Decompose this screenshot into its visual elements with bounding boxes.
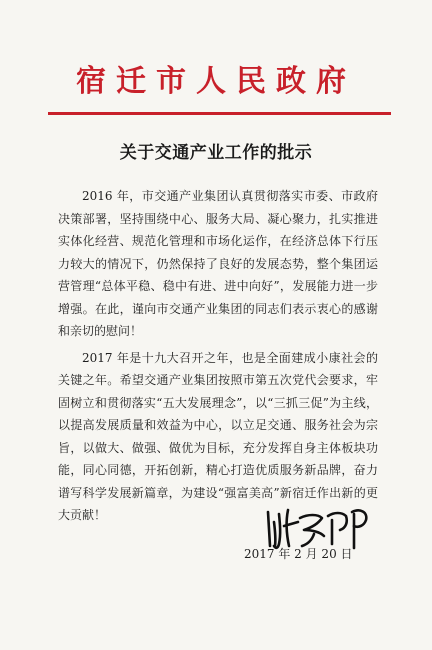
document-date: 2017 年 2 月 20 日 — [244, 547, 353, 561]
document-title: 关于交通产业工作的批示 — [119, 143, 313, 163]
paragraph-1: 2016 年，市交通产业集团认真贯彻落实市委、市政府决策部署，坚持围绕中心、服务大局、凝心聚力，扎实推进实体化经营、规范化管理和市场化运作，在经济总体下行压力较大的情况下，仍然保持了良好的发展态势，整个集团运营管理“总体平稳、稳中有进、进中向好”，发展能力进一步增强。在此，谨向市交通产业集团的同志们表示衷心的感谢和亲切的慰问！ — [58, 189, 378, 338]
handwritten-signature — [262, 500, 372, 552]
paragraph-2: 2017 年是十九大召开之年，也是全面建成小康社会的关键之年。希望交通产业集团按照市第五次党代会要求，牢固树立和贯彻落实“五大发展理念”，以“三抓三促”为主线，以提高发展质量和效益为中心，以立足交通、服务社会为宗旨，以做大、做强、做优为目标，充分发挥自身主体板块功能，同心同德，开拓创新，精心打造优质服务新品牌，奋力谱写科学发展新篇章，为建设“强富美高”新宿迁作出新的更大贡献！ — [58, 350, 378, 522]
document-body — [58, 185, 378, 531]
agency-header: 宿迁市人民政府 — [76, 64, 356, 99]
header-red-rule — [48, 112, 391, 115]
